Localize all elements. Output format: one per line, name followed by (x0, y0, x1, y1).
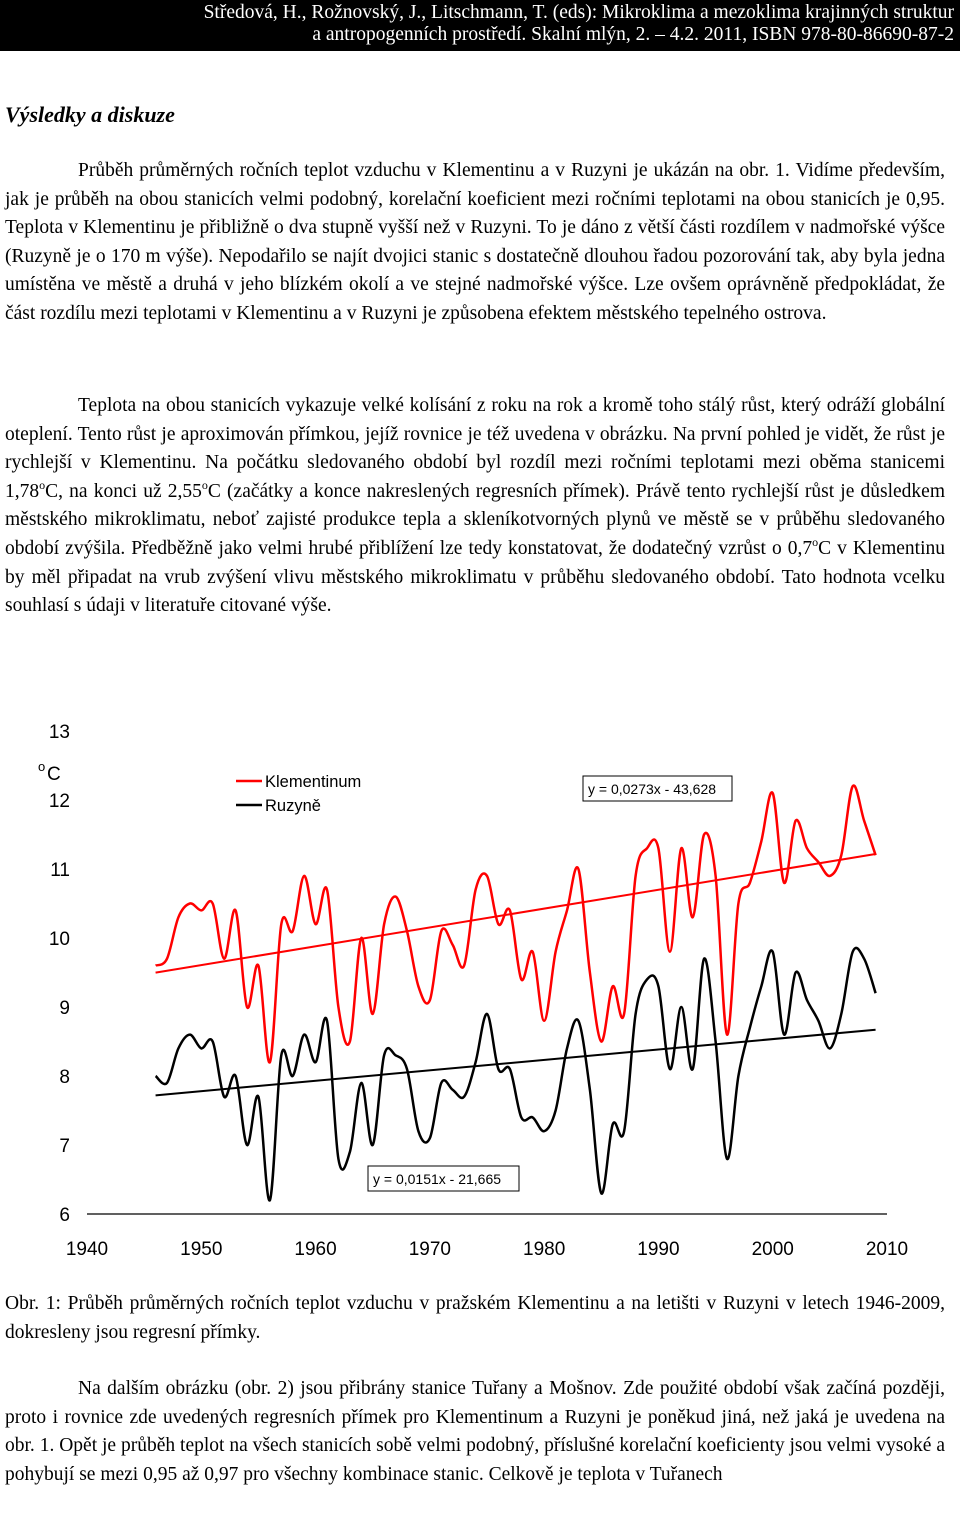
x-tick-label: 2000 (751, 1239, 794, 1260)
y-tick-label: 11 (50, 860, 70, 881)
paragraph-3-text: Na dalším obrázku (obr. 2) jsou přibrány stanice Tuřany a Mošnov. Zde použité období však začíná později, proto i rovnice zde uvedených regresních přímek pro Klementinum a Ruzyni je poněkud jiná, než jaká je uvedena na obr. 1. Opět je průběh teplot na všech stanicích sobě velmi podobný, příslušné korelační koeficienty jsou velmi vysoké a pohybují se mezi 0,95 až 0,97 pro všechny kombinace stanic. Celkově je teplota v Tuřanech (5, 1378, 945, 1485)
y-tick-label: 6 (59, 1205, 70, 1226)
header-citation-line-1: Středová, H., Rožnovský, J., Litschmann, T. (eds): Mikroklima a mezoklima krajinných struktur (203, 2, 954, 23)
section-title: Výsledky a diskuze (5, 102, 175, 127)
series-line-ruzyne (156, 948, 876, 1201)
plot-area (87, 785, 887, 1214)
paragraph-1-text: Průběh průměrných ročních teplot vzduchu v Klementinu a v Ruzyni je ukázán na obr. 1. Vidíme především, jak je průběh na obou stanicích velmi podobný, korelační koeficient mezi ročními teplotami na obou stanicích je 0,95. Teplota v Klementinu je přibližně o dva stupně vyšší než v Ruzyni. To je dáno z větší části rozdílem v nadmořské výšce (Ruzyně je o 170 m výše). Nepodařilo se najít dvojici stanic s dostatečně dlouhou řadou pozorování tak, aby byla jedna umístěna ve městě a druhá v jeho blízkém okolí a ve stejné nadmořské výšce. Lze ovšem oprávněně předpokládat, že část rozdílu mezi teplotami v Klementinu a v Ruzyni je způsobena efektem městského tepelného ostrova. (5, 160, 945, 324)
legend-label-klementinum: Klementinum (265, 773, 362, 791)
header-citation-line-2: a antropogenních prostředí. Skalní mlýn, 2. – 4.2. 2011, ISBN 978-80-86690-87-2 (312, 24, 954, 45)
temperature-chart (0, 710, 960, 1285)
y-axis-unit: C (47, 764, 61, 785)
x-tick-labels (66, 1239, 908, 1260)
regression-equation-ruzyne: y = 0,0151x - 21,665 (373, 1171, 502, 1187)
y-tick-label: 12 (48, 791, 70, 812)
figure-caption-text: Průběh průměrných ročních teplot vzduchu v pražském Klementinu a na letišti v Ruzyni v letech 1946-2009, dokresleny jsou regresní přímky. (5, 1293, 945, 1343)
regression-label-klementinum (583, 776, 732, 801)
x-tick-label: 1970 (408, 1239, 451, 1260)
paragraph-2-part-d: C v Klementinu by měl připadat na vrub zvýšení vlivu městského mikroklimatu v průběhu sledovaného období. Tato hodnota vcelku souhlasí s údaji v literatuře citované výše. (5, 537, 945, 617)
paragraph-2-text (5, 392, 945, 621)
y-tick-label: 10 (48, 929, 70, 950)
x-tick-label: 1980 (523, 1239, 566, 1260)
legend (236, 773, 361, 815)
paragraph-2-part-c: C (začátky a konce nakreslených regresních přímek). Právě tento rychlejší růst je důsledkem městského mikroklimatu, neboť zajisté produkce tepla a skleníkotvorných plynů ve městě se v průběhu sledovaného období zvýšila. Předběžně jako velmi hrubé přiblížení lze tedy konstatovat, že dodatečný vzrůst o 0,7 (5, 480, 946, 559)
x-tick-label: 1990 (637, 1239, 680, 1260)
figure-caption (5, 1290, 945, 1347)
y-axis-unit-sup: o (38, 759, 46, 774)
paragraph-2 (5, 392, 945, 621)
paragraph-2-part-a: Teplota na obou stanicích vykazuje velké kolísání z roku na rok a kromě toho stálý růst, který odráží globální oteplení. Tento růst je aproximován přímkou, jejíž rovnice je též uvedena v obrázku. Na první pohled je vidět, že růst je rychlejší v Klementinu. Na počátku sledovaného období byl rozdíl mezi ročními teplotami mezi oběma stanicemi 1,78 (5, 395, 945, 502)
y-tick-label: 7 (59, 1136, 70, 1157)
degree-superscript: o (201, 477, 208, 492)
legend-label-ruzyne: Ruzyně (265, 797, 321, 815)
regression-label-ruzyne (368, 1166, 519, 1191)
paragraph-3 (5, 1375, 945, 1489)
regression-line-ruzyne (156, 1030, 876, 1096)
series-line-klementinum (156, 785, 876, 1062)
regression-equation-klementinum: y = 0,0273x - 43,628 (588, 781, 717, 797)
y-tick-label: 8 (59, 1067, 70, 1088)
y-tick-label: 9 (59, 998, 70, 1019)
figure-caption-label: Obr. 1: (5, 1293, 61, 1314)
y-tick-labels (49, 722, 70, 1226)
y-tick-label: 13 (48, 722, 70, 743)
x-tick-label: 1960 (294, 1239, 337, 1260)
x-tick-label: 2010 (865, 1239, 909, 1260)
x-tick-label: 1940 (65, 1239, 109, 1260)
page-header (0, 0, 960, 51)
x-tick-label: 1950 (180, 1239, 223, 1260)
paragraph-1 (5, 157, 945, 329)
degree-superscript: o (812, 534, 819, 549)
degree-superscript: o (39, 477, 46, 492)
paragraph-2-part-b: C, na konci už 2,55 (45, 480, 202, 502)
